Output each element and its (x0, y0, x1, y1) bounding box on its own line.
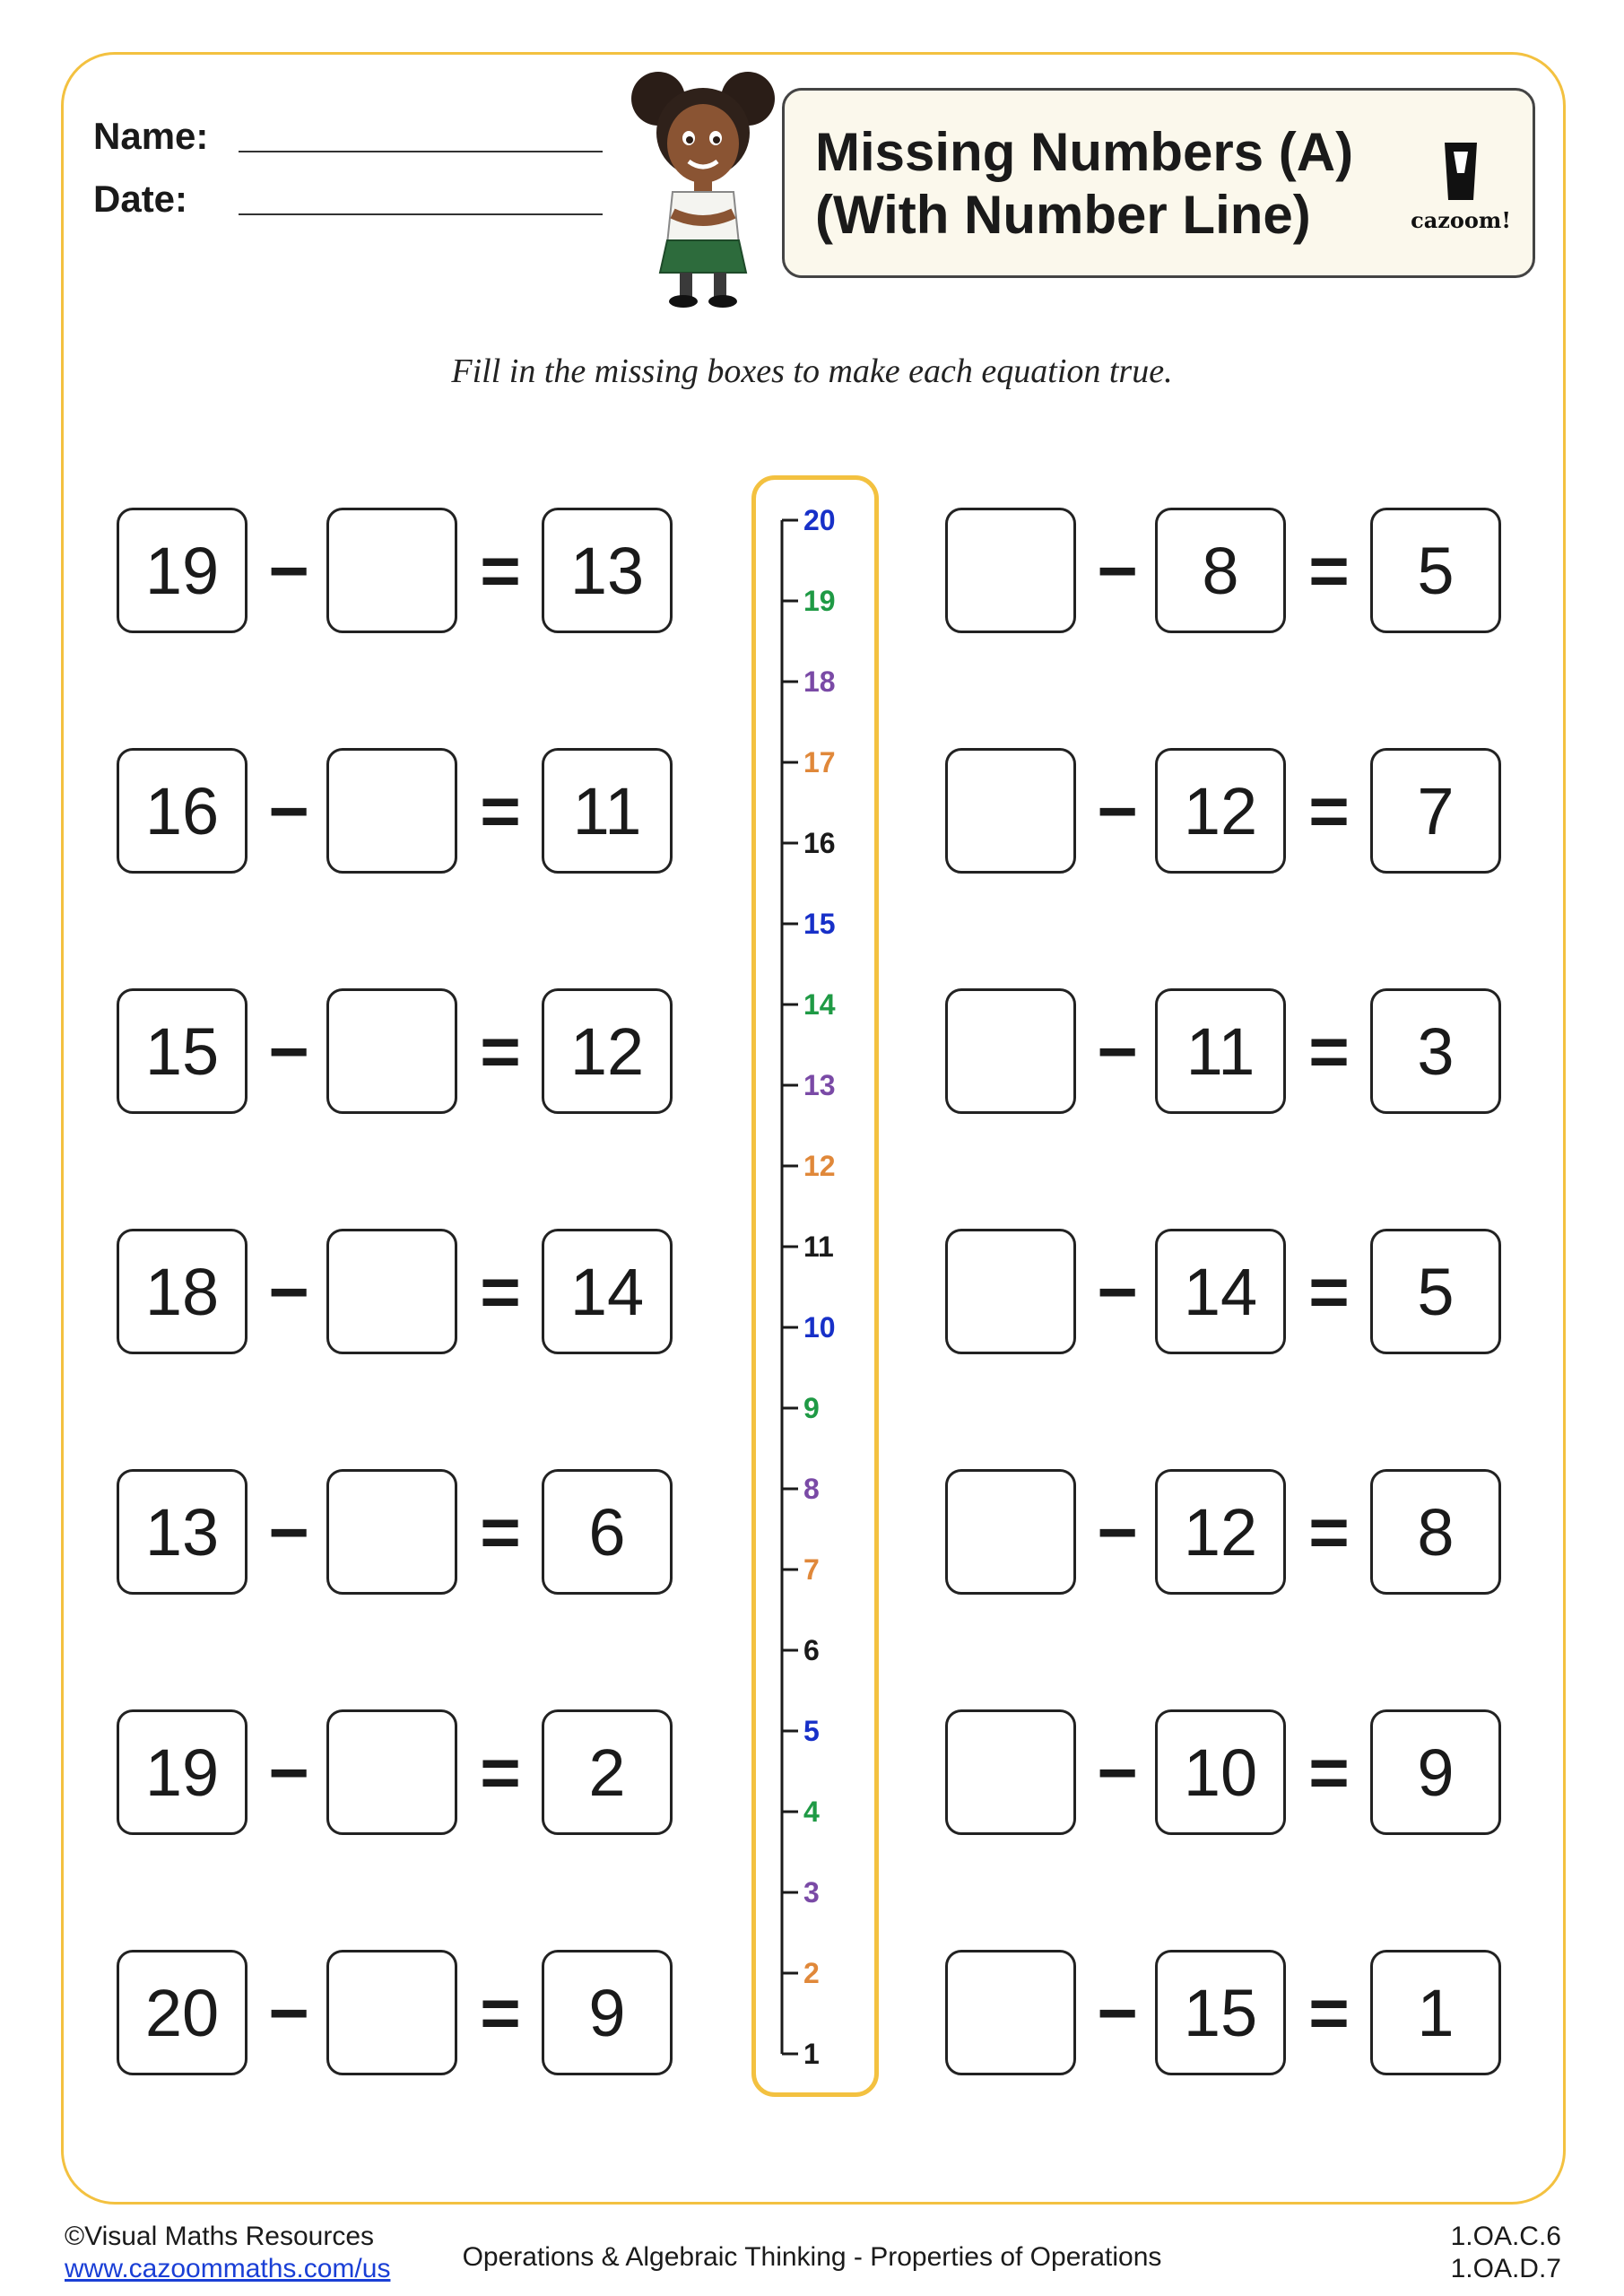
number-box: 8 (1155, 508, 1286, 633)
worksheet-title (815, 121, 1353, 247)
website-link[interactable]: www.cazoommaths.com/us (65, 2254, 391, 2283)
number-line-label: 8 (803, 1473, 820, 1505)
minus-sign: − (1097, 1492, 1138, 1571)
number-box: 19 (117, 1709, 248, 1835)
number-line-label: 10 (803, 1311, 836, 1344)
equals-sign: = (1308, 1251, 1350, 1331)
number-box: 15 (1155, 1950, 1286, 2075)
number-box: 20 (117, 1950, 248, 2075)
number-line-label: 5 (803, 1715, 820, 1747)
number-line-label: 16 (803, 827, 836, 859)
equals-sign: = (480, 1492, 521, 1571)
minus-sign: − (1097, 1011, 1138, 1091)
minus-sign: − (1097, 530, 1138, 610)
equals-sign: = (1308, 1732, 1350, 1812)
number-box: 16 (117, 748, 248, 874)
result-box: 5 (1370, 1229, 1501, 1354)
number-line-label: 6 (803, 1634, 820, 1666)
answer-box[interactable] (945, 988, 1076, 1114)
answer-box[interactable] (945, 1950, 1076, 2075)
number-line (751, 475, 879, 2097)
number-line-label: 19 (803, 585, 836, 617)
answer-box[interactable] (326, 748, 457, 874)
equals-sign: = (1308, 530, 1350, 610)
equals-sign: = (480, 770, 521, 850)
equals-sign: = (480, 1251, 521, 1331)
equals-sign: = (480, 1972, 521, 2052)
result-box: 12 (542, 988, 673, 1114)
equals-sign: = (480, 1732, 521, 1812)
number-line-label: 7 (803, 1553, 820, 1586)
name-label: Name: (93, 115, 209, 157)
title-line-2: (With Number Line) (815, 185, 1311, 245)
title-box (782, 88, 1535, 278)
answer-box[interactable] (945, 748, 1076, 874)
number-line-label: 13 (803, 1069, 836, 1101)
number-line-label: 14 (803, 988, 836, 1021)
minus-sign: − (268, 1011, 309, 1091)
number-line-label: 17 (803, 746, 836, 778)
number-box: 11 (1155, 988, 1286, 1114)
number-line-label: 11 (803, 1231, 834, 1263)
standard-2: 1.OA.D.7 (1450, 2254, 1561, 2283)
answer-box[interactable] (326, 1709, 457, 1835)
equals-sign: = (1308, 1011, 1350, 1091)
equals-sign: = (480, 530, 521, 610)
result-box: 14 (542, 1229, 673, 1354)
answer-box[interactable] (326, 1950, 457, 2075)
answer-box[interactable] (945, 508, 1076, 633)
answer-box[interactable] (945, 1709, 1076, 1835)
result-box: 7 (1370, 748, 1501, 874)
number-box: 12 (1155, 1469, 1286, 1595)
minus-sign: − (268, 1972, 309, 2052)
equals-sign: = (1308, 1972, 1350, 2052)
footer-standards (1451, 2221, 1561, 2285)
result-box: 3 (1370, 988, 1501, 1114)
number-box: 15 (117, 988, 248, 1114)
instruction: Fill in the missing boxes to make each equation true. (451, 352, 1173, 390)
number-box: 10 (1155, 1709, 1286, 1835)
minus-sign: − (268, 530, 309, 610)
number-box: 19 (117, 508, 248, 633)
minus-sign: − (268, 1251, 309, 1331)
number-box: 12 (1155, 748, 1286, 874)
number-line-label: 4 (803, 1796, 820, 1828)
result-box: 8 (1370, 1469, 1501, 1595)
name-line[interactable] (239, 151, 603, 152)
result-box: 9 (1370, 1709, 1501, 1835)
number-line-label: 20 (803, 504, 836, 536)
answer-box[interactable] (326, 508, 457, 633)
copyright: ©Visual Maths Resources (65, 2222, 375, 2251)
minus-sign: − (1097, 1972, 1138, 2052)
minus-sign: − (1097, 1732, 1138, 1812)
cup-icon (1407, 137, 1515, 209)
answer-box[interactable] (326, 1229, 457, 1354)
cazoom-logo (1407, 137, 1515, 236)
result-box: 9 (542, 1950, 673, 2075)
date-label: Date: (93, 178, 188, 220)
answer-box[interactable] (945, 1469, 1076, 1595)
minus-sign: − (1097, 1251, 1138, 1331)
girl-illustration (626, 61, 780, 310)
number-line-label: 15 (803, 908, 836, 940)
result-box: 6 (542, 1469, 673, 1595)
equals-sign: = (1308, 770, 1350, 850)
result-box: 2 (542, 1709, 673, 1835)
minus-sign: − (1097, 770, 1138, 850)
answer-box[interactable] (945, 1229, 1076, 1354)
equals-sign: = (1308, 1492, 1350, 1571)
answer-box[interactable] (326, 1469, 457, 1595)
number-line-label: 2 (803, 1957, 820, 1989)
number-line-label: 18 (803, 665, 836, 698)
number-line-label: 9 (803, 1392, 820, 1424)
answer-box[interactable] (326, 988, 457, 1114)
number-box: 14 (1155, 1229, 1286, 1354)
date-line[interactable] (239, 213, 603, 215)
footer-topic: Operations & Algebraic Thinking - Properties of Operations (462, 2242, 1162, 2272)
minus-sign: − (268, 1732, 309, 1812)
result-box: 11 (542, 748, 673, 874)
number-line-label: 1 (803, 2038, 820, 2070)
number-line-label: 12 (803, 1150, 836, 1182)
equals-sign: = (480, 1011, 521, 1091)
result-box: 1 (1370, 1950, 1501, 2075)
result-box: 13 (542, 508, 673, 633)
minus-sign: − (268, 770, 309, 850)
minus-sign: − (268, 1492, 309, 1571)
number-line-label: 3 (803, 1876, 820, 1909)
number-box: 18 (117, 1229, 248, 1354)
result-box: 5 (1370, 508, 1501, 633)
title-line-1: Missing Numbers (A) (815, 122, 1354, 182)
logo-text: cazoom! (1411, 207, 1511, 233)
standard-1: 1.OA.C.6 (1450, 2222, 1561, 2251)
number-box: 13 (117, 1469, 248, 1595)
